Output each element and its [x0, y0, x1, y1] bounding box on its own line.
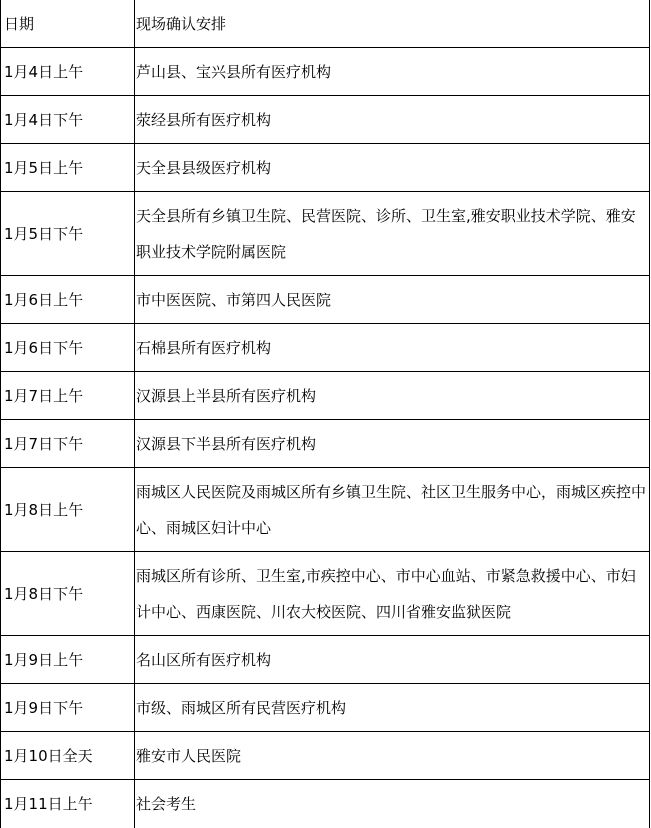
row-arrangement: 天全县所有乡镇卫生院、民营医院、诊所、卫生室,雅安职业技术学院、雅安职业技术学院附属医院	[135, 192, 650, 276]
row-arrangement: 荥经县所有医疗机构	[135, 96, 650, 144]
table-header-row	[1, 0, 650, 48]
row-date: 1月6日上午	[1, 276, 135, 324]
row-arrangement: 芦山县、宝兴县所有医疗机构	[135, 48, 650, 96]
row-arrangement: 汉源县下半县所有医疗机构	[135, 420, 650, 468]
row-date: 1月9日下午	[1, 684, 135, 732]
table-row	[1, 276, 650, 324]
row-arrangement: 石棉县所有医疗机构	[135, 324, 650, 372]
row-date: 1月5日下午	[1, 192, 135, 276]
row-date: 1月8日下午	[1, 552, 135, 636]
table-row	[1, 732, 650, 780]
table-row	[1, 96, 650, 144]
header-date: 日期	[1, 0, 135, 48]
row-date: 1月9日上午	[1, 636, 135, 684]
table-row	[1, 420, 650, 468]
row-date: 1月6日下午	[1, 324, 135, 372]
row-date: 1月11日上午	[1, 780, 135, 828]
table-row	[1, 636, 650, 684]
table-row	[1, 48, 650, 96]
row-date: 1月10日全天	[1, 732, 135, 780]
table-row	[1, 144, 650, 192]
row-arrangement: 雅安市人民医院	[135, 732, 650, 780]
table-row	[1, 468, 650, 552]
row-date: 1月8日上午	[1, 468, 135, 552]
table-row	[1, 192, 650, 276]
row-date: 1月7日上午	[1, 372, 135, 420]
row-date: 1月4日上午	[1, 48, 135, 96]
table-row	[1, 780, 650, 828]
row-arrangement: 天全县县级医疗机构	[135, 144, 650, 192]
table-row	[1, 684, 650, 732]
header-arrangement: 现场确认安排	[135, 0, 650, 48]
row-date: 1月4日下午	[1, 96, 135, 144]
row-arrangement: 市中医医院、市第四人民医院	[135, 276, 650, 324]
row-arrangement: 雨城区所有诊所、卫生室,市疾控中心、市中心血站、市紧急救援中心、市妇计中心、西康医院、川农大校医院、四川省雅安监狱医院	[135, 552, 650, 636]
table-row	[1, 372, 650, 420]
row-arrangement: 社会考生	[135, 780, 650, 828]
row-date: 1月7日下午	[1, 420, 135, 468]
table-row	[1, 552, 650, 636]
row-arrangement: 市级、雨城区所有民营医疗机构	[135, 684, 650, 732]
row-arrangement: 名山区所有医疗机构	[135, 636, 650, 684]
row-arrangement: 汉源县上半县所有医疗机构	[135, 372, 650, 420]
row-arrangement: 雨城区人民医院及雨城区所有乡镇卫生院、社区卫生服务中心，雨城区疾控中心、雨城区妇计中心	[135, 468, 650, 552]
row-date: 1月5日上午	[1, 144, 135, 192]
table-row	[1, 324, 650, 372]
